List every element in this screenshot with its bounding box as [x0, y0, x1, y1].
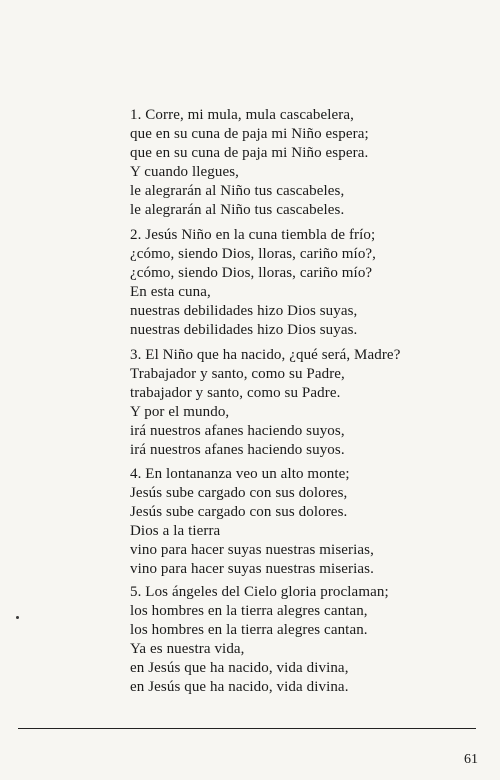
verse-line: Y cuando llegues,: [130, 164, 240, 180]
verse-line: 1. Corre, mi mula, mula cascabelera,: [130, 107, 354, 123]
verse-line: 4. En lontananza veo un alto monte;: [130, 466, 350, 482]
verse-line: los hombres en la tierra alegres cantan,: [130, 603, 368, 619]
verse-line: nuestras debilidades hizo Dios suyas.: [130, 322, 358, 338]
verse-line: Trabajador y santo, como su Padre,: [130, 366, 345, 382]
stanza-1: [130, 106, 490, 220]
verse-line: trabajador y santo, como su Padre.: [130, 385, 341, 401]
stanza-4: [130, 465, 490, 579]
verse-line: Dios a la tierra: [130, 523, 221, 539]
verse-line: En esta cuna,: [130, 284, 211, 300]
verse-line: en Jesús que ha nacido, vida divina.: [130, 679, 349, 695]
verse-line: ¿cómo, siendo Dios, lloras, cariño mío?,: [130, 246, 377, 262]
verse-line: irá nuestros afanes haciendo suyos,: [130, 423, 345, 439]
verse-line: le alegrarán al Niño tus cascabeles.: [130, 202, 345, 218]
verse-line: vino para hacer suyas nuestras miserias.: [130, 561, 374, 577]
page-number: 61: [464, 752, 478, 767]
verse-line: los hombres en la tierra alegres cantan.: [130, 622, 368, 638]
verse-line: Y por el mundo,: [130, 404, 230, 420]
stanza-2: [130, 226, 490, 340]
verse-line: Jesús sube cargado con sus dolores,: [130, 485, 348, 501]
verse-line: nuestras debilidades hizo Dios suyas,: [130, 303, 358, 319]
verse-line: 5. Los ángeles del Cielo gloria proclaman;: [130, 584, 389, 600]
verse-line: le alegrarán al Niño tus cascabeles,: [130, 183, 345, 199]
verse-line: Jesús sube cargado con sus dolores.: [130, 504, 348, 520]
stanza-5: [130, 583, 490, 697]
verse-line: ¿cómo, siendo Dios, lloras, cariño mío?: [130, 265, 373, 281]
stanza-3: [130, 346, 490, 460]
verse-line: en Jesús que ha nacido, vida divina,: [130, 660, 349, 676]
verse-line: irá nuestros afanes haciendo suyos.: [130, 442, 345, 458]
verse-line: 3. El Niño que ha nacido, ¿qué será, Madre?: [130, 347, 401, 363]
footer-rule: [18, 728, 476, 729]
verse-line: que en su cuna de paja mi Niño espera.: [130, 145, 369, 161]
print-speck: [16, 616, 19, 619]
verse-line: vino para hacer suyas nuestras miserias,: [130, 542, 374, 558]
verse-line: 2. Jesús Niño en la cuna tiembla de frío;: [130, 227, 376, 243]
verse-line: que en su cuna de paja mi Niño espera;: [130, 126, 369, 142]
verse-line: Ya es nuestra vida,: [130, 641, 245, 657]
